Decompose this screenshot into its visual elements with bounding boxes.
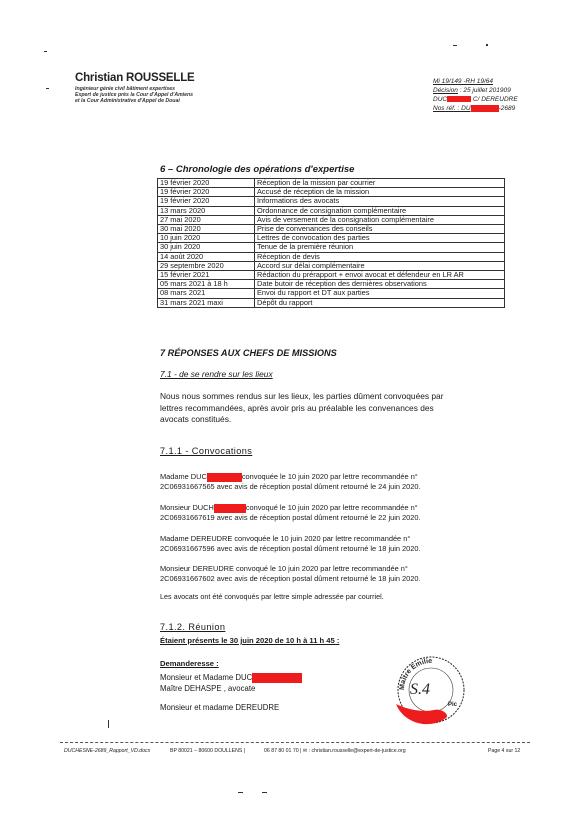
author-subtitle: Ingénieur génie civil bâtiment expertises [75, 86, 176, 92]
party-role-label: Demanderesse : [160, 659, 219, 668]
chronology-date: 19 février 2020 [158, 197, 255, 206]
convocation-text: convoquée le 10 juin 2020 par lettre recommandée n° [232, 534, 411, 543]
reference-internal-label: Nos réf. : DU [433, 105, 471, 113]
chronology-table [157, 178, 505, 308]
redaction-block [252, 673, 302, 683]
reference-party-b: C/ DEREUDRE [471, 96, 518, 103]
convocation-text: 2C06931667619 avec avis de réception postal dûment retourné le 22 juin 2020. [160, 513, 421, 522]
section-title: 7 RÉPONSES AUX CHEFS DE MISSIONS [160, 348, 337, 358]
attendance-heading: Étaient présents le 30 juin 2020 de 10 h à 11 h 45 : [160, 636, 340, 645]
convocation-text: 2C06931667602 avec avis de réception postal dûment retourné le 18 juin 2020. [160, 574, 421, 583]
chronology-row [158, 215, 505, 224]
reference-parties [433, 96, 518, 103]
chronology-event: Tenue de la première réunion [255, 243, 505, 252]
chronology-row [158, 188, 505, 197]
chronology-row [158, 289, 505, 298]
chronology-row [158, 252, 505, 261]
reference-internal [433, 105, 515, 112]
chronology-event: Accusé de réception de la mission [255, 188, 505, 197]
chronology-event: Réception de devis [255, 252, 505, 261]
chronology-row [158, 243, 505, 252]
chronology-event: Informations des avocats [255, 197, 505, 206]
party-name: Monsieur et Madame DUC [160, 673, 253, 683]
chronology-event: Avis de versement de la consignation complémentaire [255, 215, 505, 224]
redaction-block [207, 473, 242, 482]
redaction-block [447, 96, 471, 102]
stamp-text: Pic [448, 702, 458, 708]
footer-file: DUCHESNE-2689_Rapport_VD.docx [64, 748, 151, 754]
subsection-title: 7.1.1 - Convocations [160, 446, 253, 456]
chronology-date: 19 février 2020 [158, 179, 255, 188]
reference-mission: Mi 19/149 -RH 19/64 [433, 78, 493, 85]
reference-party-a: DUC [433, 96, 448, 103]
chronology-event: Ordonnance de consignation complémentaire [255, 206, 505, 215]
chronology-event: Dépôt du rapport [255, 298, 505, 307]
convocation-text: convoqué le 10 juin 2020 par lettre recommandée n° [245, 503, 418, 512]
chronology-row [158, 197, 505, 206]
chronology-event: Envoi du rapport et DT aux parties [255, 289, 505, 298]
convocation-name: Madame DEREUDRE [160, 534, 233, 543]
chronology-row [158, 280, 505, 289]
section-title: 6 – Chronologie des opérations d'expertise [160, 164, 355, 175]
author-subtitle: Expert de justice près la Cour d'Appel d'Amiens [75, 92, 194, 98]
footer-contact: 06 87 80 01 70 | ✉ : christian.rousselle@expert-de-justice.org [264, 748, 406, 754]
chronology-row [158, 225, 505, 234]
convocation-text: convoqué le 10 juin 2020 par lettre recommandée n° [233, 564, 408, 573]
chronology-date: 19 février 2020 [158, 188, 255, 197]
scan-mark [262, 792, 267, 793]
chronology-date: 31 mars 2021 maxi [158, 298, 255, 307]
chronology-date: 13 mars 2020 [158, 206, 255, 215]
author-name: Christian ROUSSELLE [75, 72, 195, 84]
chronology-event: Date butoir de réception des dernières observations [255, 280, 505, 289]
convocation-text: 2C06931667565 avec avis de réception postal dûment retourné le 24 juin 2020. [160, 482, 421, 491]
party-line: Maître DEHASPE , avocate [160, 684, 256, 693]
chronology-row [158, 234, 505, 243]
chronology-row [158, 179, 505, 188]
chronology-date: 15 février 2021 [158, 271, 255, 280]
scan-mark [108, 720, 109, 728]
convocation-name: Monsieur DEREUDRE [160, 564, 234, 573]
redaction-block [471, 105, 499, 112]
author-subtitle: et la Cour Administrative d'Appel de Douai [75, 98, 180, 104]
chronology-date: 27 mai 2020 [158, 215, 255, 224]
convocation-entry [160, 472, 480, 492]
chronology-date: 05 mars 2021 à 18 h [158, 280, 255, 289]
chronology-date: 30 juin 2020 [158, 243, 255, 252]
reference-decision-value: : 25 juillet 201909 [457, 87, 511, 94]
reference-decision-label: Décision [433, 87, 458, 94]
scan-mark [44, 51, 47, 52]
redaction-block [396, 704, 447, 724]
party-line [160, 673, 302, 683]
chronology-row [158, 298, 505, 307]
convocation-text: 2C06931667596 avec avis de réception postal dûment retourné le 18 juin 2020. [160, 544, 421, 553]
convocation-entry [160, 564, 480, 584]
lawyer-stamp [390, 646, 472, 726]
footer-rule [60, 742, 530, 743]
chronology-date: 30 mai 2020 [158, 225, 255, 234]
chronology-event: Accord sur délai complémentaire [255, 261, 505, 270]
signature: S.4 [410, 681, 430, 698]
redaction-block [214, 504, 246, 513]
chronology-date: 10 juin 2020 [158, 234, 255, 243]
footer-page-number: Page 4 sur 12 [488, 748, 521, 754]
footer-address: BP 80021 – 80600 DOULLENS | [170, 748, 246, 754]
chronology-date: 14 août 2020 [158, 252, 255, 261]
chronology-date: 08 mars 2021 [158, 289, 255, 298]
chronology-event: Réception de la mission par courrier [255, 179, 505, 188]
chronology-event: Rédaction du prérapport + envoi avocat et défendeur en LR AR [255, 271, 505, 280]
party-line: Monsieur et madame DEREUDRE [160, 703, 280, 712]
subsection-title: 7.1.2. Réunion [160, 622, 226, 632]
stamp-text: Maître Emilie [398, 657, 433, 691]
scan-mark [486, 44, 488, 46]
convocation-entry [160, 534, 480, 554]
convocation-text: convoquée le 10 juin 2020 par lettre recommandée n° [241, 472, 418, 481]
subsection-title: 7.1 - de se rendre sur les lieux [160, 369, 273, 379]
convocation-entry [160, 503, 480, 523]
convocation-note: Les avocats ont été convoqués par lettre simple adressée par courriel. [160, 592, 384, 601]
scan-mark [46, 88, 49, 89]
scan-mark [453, 45, 457, 46]
chronology-date: 29 septembre 2020 [158, 261, 255, 270]
chronology-event: Prise de convenances des conseils [255, 225, 505, 234]
scan-mark [238, 792, 243, 793]
chronology-row [158, 261, 505, 270]
reference-decision [433, 87, 511, 94]
chronology-row [158, 271, 505, 280]
paragraph: Nous nous sommes rendus sur les lieux, les parties dûment convoquées par lettres recommandées, après avoir pris au préalable les convenances des avocats constitués. [160, 391, 444, 425]
convocation-name: Madame DUC [160, 472, 207, 481]
convocation-name: Monsieur DUCH [160, 503, 214, 512]
chronology-row [158, 206, 505, 215]
reference-internal-value: -2689 [498, 105, 516, 113]
chronology-event: Lettres de convocation des parties [255, 234, 505, 243]
